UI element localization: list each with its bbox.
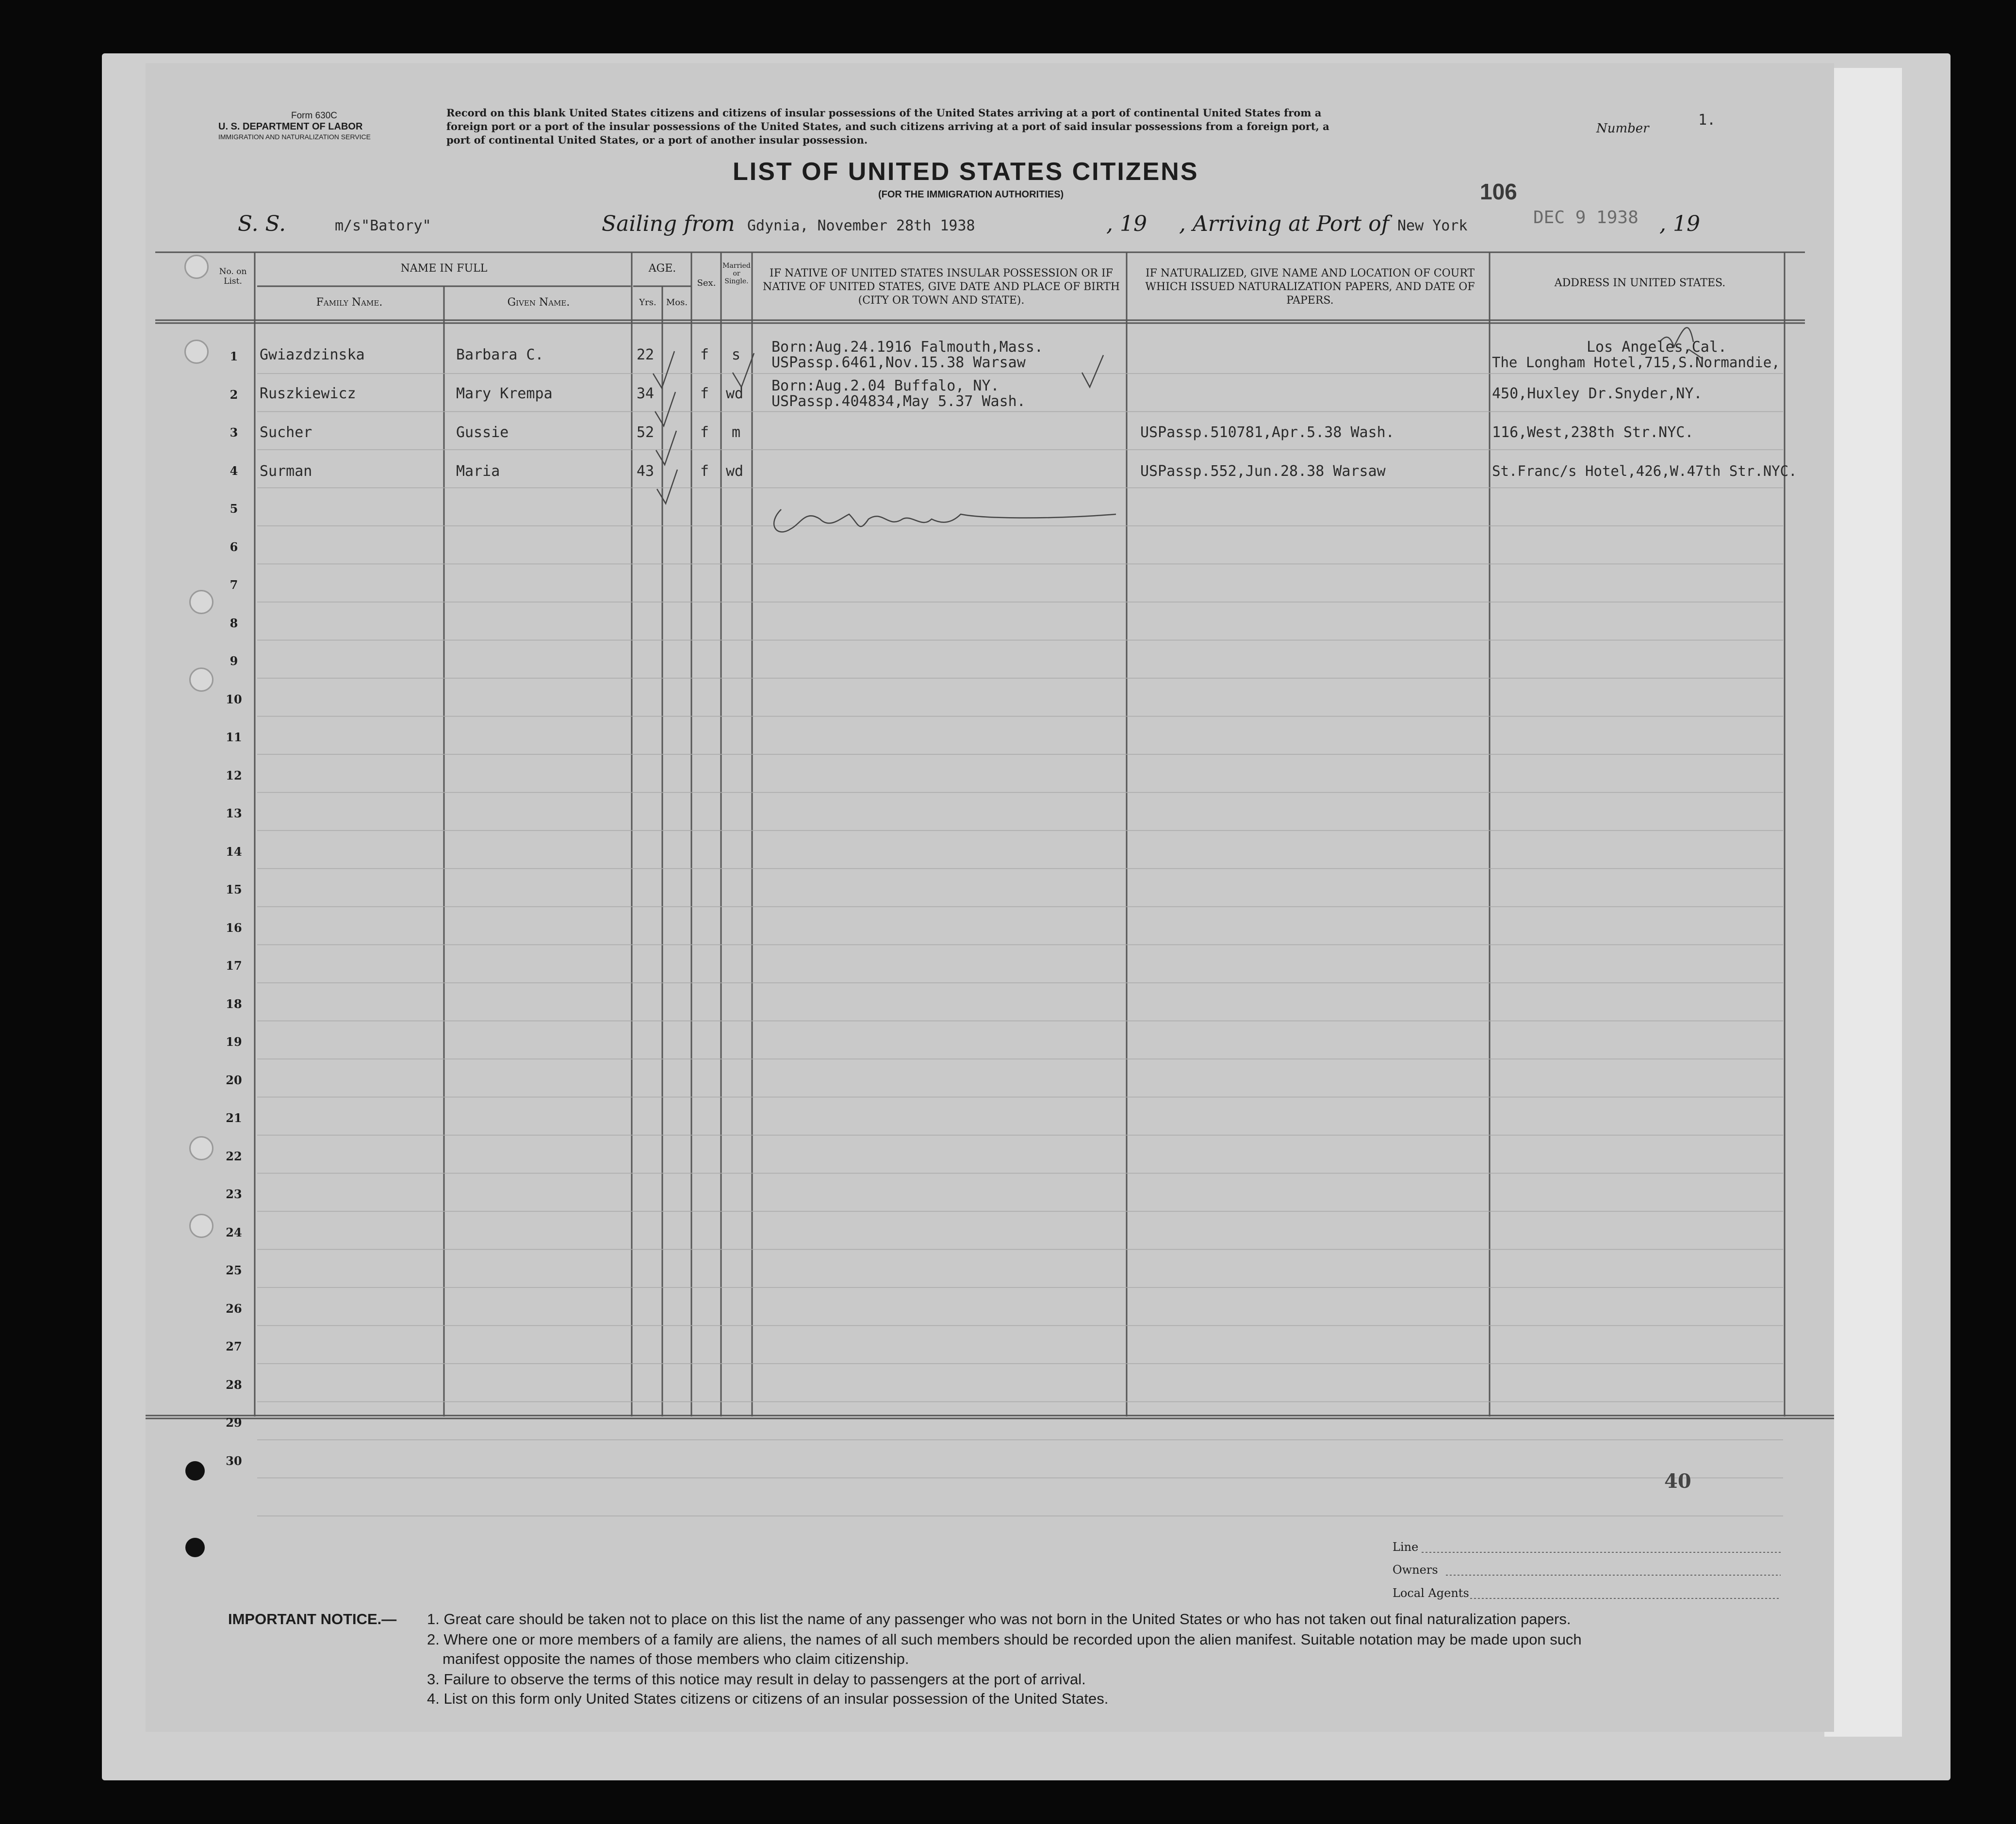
row-2-marital: wd (726, 385, 744, 402)
line-number: 9 (229, 654, 238, 668)
col-native-birth: IF NATIVE OF UNITED STATES INSULAR POSSESSION OR IF NATIVE OF UNITED STATES, GIVE DATE AND PLACE OF BIRTH (CITY OR TOWN AND STATE). (762, 267, 1120, 307)
count-note: 40 (1664, 1470, 1691, 1493)
binder-hole (189, 1214, 213, 1238)
row-4-given: Maria (456, 463, 500, 480)
row-3-yrs: 52 (637, 424, 655, 441)
row-4-address: St.Franc/s Hotel,426,W.47th Str.NYC. (1492, 463, 1797, 479)
line-number: 20 (226, 1073, 242, 1087)
line-number: 1 (229, 349, 238, 363)
line-number: 15 (226, 882, 242, 896)
footer-owners-label: Owners (1393, 1563, 1438, 1577)
notice-item-3: 3. Failure to observe the terms of this notice may result in delay to passengers at the port of arrival. (427, 1671, 1086, 1688)
row-2-native-1: Born:Aug.2.04 Buffalo, NY. (771, 377, 1000, 394)
col-given-name: Given Name. (507, 296, 570, 309)
row-1-family: Gwiazdzinska (260, 346, 365, 363)
row-4-naturalized: USPassp.552,Jun.28.38 Warsaw (1140, 463, 1386, 480)
sailing-label: Sailing from (602, 212, 735, 236)
line-number: 22 (226, 1149, 242, 1163)
line-number: 5 (229, 502, 238, 516)
form-service: IMMIGRATION AND NATURALIZATION SERVICE (218, 133, 371, 141)
line-number: 30 (226, 1453, 242, 1468)
line-number: 12 (226, 768, 242, 782)
row-2-sex: f (700, 385, 709, 402)
form-dept: U. S. DEPARTMENT OF LABOR (218, 121, 363, 132)
line-number: 11 (226, 730, 242, 744)
notice-item-4: 4. List on this form only United States citizens or citizens of an insular possession of the United States. (427, 1690, 1109, 1707)
notice-title: IMPORTANT NOTICE.— (228, 1611, 397, 1628)
line-number: 8 (229, 616, 238, 630)
instructions-line-1: Record on this blank United States citizens and citizens of insular possessions of the United States arriving at a port of continental United States from a (446, 107, 1322, 119)
row-2-given: Mary Krempa (456, 385, 553, 402)
binder-hole (189, 668, 213, 692)
stamp-number: 106 (1480, 179, 1517, 204)
row-4-marital: wd (726, 463, 744, 480)
binder-hole (189, 590, 213, 614)
arriving-label: , Arriving at Port of (1179, 212, 1389, 236)
binder-hole (189, 1136, 213, 1160)
ss-label: S. S. (238, 212, 286, 236)
row-2-address: 450,Huxley Dr.Snyder,NY. (1492, 385, 1703, 402)
notice-item-1: 1. Great care should be taken not to place on this list the name of any passenger who was not born in the United States or who has not taken out final naturalization papers. (427, 1611, 1571, 1628)
row-2-family: Ruszkiewicz (260, 385, 356, 402)
line-number: 29 (226, 1416, 242, 1430)
footer-agents-label: Local Agents (1393, 1586, 1469, 1600)
col-family-name: Family Name. (316, 296, 383, 309)
line-number: 23 (226, 1187, 242, 1201)
row-1-sex: f (700, 346, 709, 363)
line-number: 13 (226, 806, 242, 820)
row-3-address: 116,West,238th Str.NYC. (1492, 424, 1694, 441)
number-label: Number (1596, 121, 1649, 136)
col-yrs: Yrs. (639, 297, 656, 308)
binder-hole (184, 340, 209, 364)
arrival-port: New York (1397, 217, 1468, 234)
row-3-family: Sucher (260, 424, 312, 441)
row-1-native-1: Born:Aug.24.1916 Falmouth,Mass. (771, 339, 1043, 356)
line-number: 28 (226, 1377, 242, 1392)
row-4-sex: f (700, 463, 709, 480)
row-3-given: Gussie (456, 424, 509, 441)
line-number: 17 (226, 959, 242, 973)
line-number: 3 (229, 425, 238, 440)
row-1-address-2: The Longham Hotel,715,S.Normandie, (1492, 354, 1780, 371)
instructions-line-3: port of continental United States, or a port of another insular possession. (446, 134, 868, 146)
notice-item-2b: manifest opposite the names of those members who claim citizenship. (443, 1650, 909, 1667)
row-1-address-1: Los Angeles,Cal. (1587, 339, 1727, 356)
line-number: 27 (226, 1339, 242, 1353)
line-number: 26 (226, 1301, 242, 1316)
punch-mark (185, 1538, 205, 1557)
line-number: 24 (226, 1225, 242, 1239)
col-address: ADDRESS IN UNITED STATES. (1554, 277, 1726, 289)
year-label-2: , 19 (1659, 212, 1700, 236)
line-number: 4 (229, 463, 238, 478)
row-2-native-2: USPassp.404834,May 5.37 Wash. (771, 393, 1026, 410)
line-number: 10 (226, 692, 242, 706)
col-no: No. on List. (219, 267, 247, 286)
row-1-marital: s (732, 346, 741, 363)
footer-rules (146, 63, 1834, 1732)
col-sex: Sex. (697, 278, 716, 288)
number-value: 1. (1698, 112, 1716, 129)
line-number: 25 (226, 1263, 242, 1277)
notice-item-2a: 2. Where one or more members of a family are aliens, the names of all such members should be recorded upon the alien manifest. Suitable notation may be made upon such (427, 1631, 1582, 1648)
line-number: 19 (226, 1035, 242, 1049)
form-id: Form 630C (291, 111, 338, 121)
col-naturalized: IF NATURALIZED, GIVE NAME AND LOCATION OF COURT WHICH ISSUED NATURALIZATION PAPERS, AND DATE OF PAPERS. (1145, 267, 1475, 307)
col-married: Married or Single. (722, 262, 751, 285)
row-3-naturalized: USPassp.510781,Apr.5.38 Wash. (1140, 424, 1394, 441)
line-number: 7 (229, 578, 238, 592)
row-3-sex: f (700, 424, 709, 441)
footer-line-label: Line (1393, 1540, 1419, 1554)
row-4-yrs: 43 (637, 463, 655, 480)
paper-edge (1824, 68, 1902, 1737)
manifest-sheet (146, 63, 1834, 1732)
row-1-given: Barbara C. (456, 346, 544, 363)
col-mos: Mos. (666, 297, 688, 308)
ship-name: m/s"Batory" (335, 217, 431, 234)
line-number: 18 (226, 996, 242, 1011)
page-title: LIST OF UNITED STATES CITIZENS (733, 158, 1199, 186)
line-number: 14 (226, 844, 242, 859)
line-number: 2 (229, 387, 238, 402)
page-subtitle: (FOR THE IMMIGRATION AUTHORITIES) (878, 189, 1064, 200)
col-age: AGE. (648, 262, 676, 275)
binder-hole (184, 255, 209, 279)
line-number: 16 (226, 920, 242, 935)
row-1-yrs: 22 (637, 346, 655, 363)
arrival-date-stamp: DEC 9 1938 (1533, 208, 1639, 228)
row-2-yrs: 34 (637, 385, 655, 402)
line-number: 6 (229, 539, 238, 554)
punch-mark (185, 1461, 205, 1481)
year-label-1: , 19 (1106, 212, 1147, 236)
row-3-marital: m (732, 424, 741, 441)
sailing-from: Gdynia, November 28th 1938 (747, 217, 975, 234)
col-name-in-full: NAME IN FULL (400, 262, 488, 275)
row-1-native-2: USPassp.6461,Nov.15.38 Warsaw (771, 354, 1026, 371)
line-number: 21 (226, 1111, 242, 1125)
row-4-family: Surman (260, 463, 312, 480)
instructions-line-2: foreign port or a port of the insular possessions of the United States, and such citizens arriving at a port of said insular possessions from a foreign port, a (446, 120, 1329, 132)
